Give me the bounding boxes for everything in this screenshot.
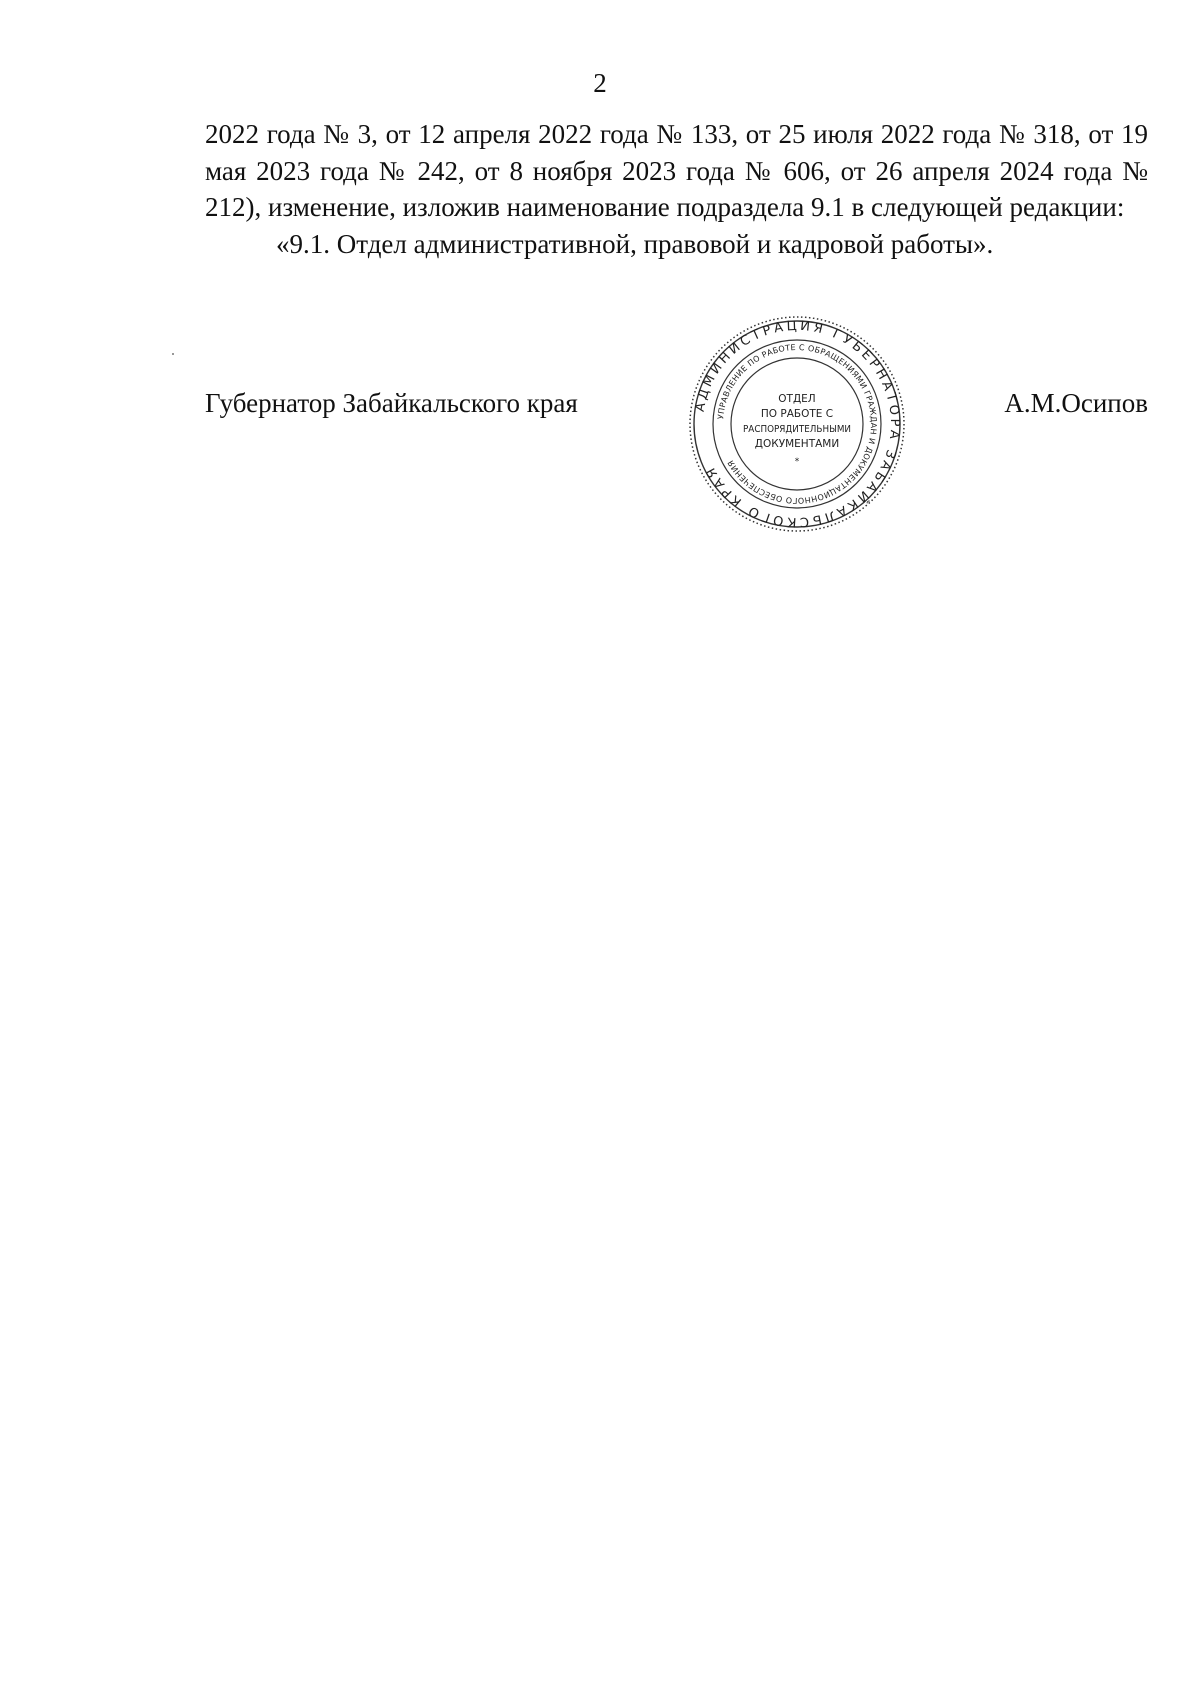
seal-outer-text: АДМИНИСТРАЦИЯ ГУБЕРНАТОРА ЗАБАЙКАЛЬСКОГО КРАЯ	[692, 318, 903, 530]
page-number: 2	[593, 68, 607, 98]
quoted-subsection-title: «9.1. Отдел административной, правовой и кадровой работы».	[276, 228, 994, 259]
seal-center-line-3: РАСПОРЯДИТЕЛЬНЫМИ	[743, 424, 851, 435]
seal-center-line-1: ОТДЕЛ	[778, 393, 816, 405]
signature-block	[205, 385, 1148, 421]
official-seal-stamp	[687, 314, 907, 534]
signatory-position: Губернатор Забайкальского края	[205, 388, 578, 418]
seal-center-line-4: ДОКУМЕНТАМИ	[754, 438, 840, 450]
document-body	[205, 116, 1148, 262]
seal-inner-text: УПРАВЛЕНИЕ ПО РАБОТЕ С ОБРАЩЕНИЯМИ ГРАЖДАН И ДОКУМЕНТАЦИОННОГО ОБЕСПЕЧЕНИЯ	[716, 342, 879, 506]
amendment-paragraph: 2022 года № 3, от 12 апреля 2022 года № 133, от 25 июля 2022 года № 318, от 19 мая 2023 года № 242, от 8 ноября 2023 года № 606, от 26 апреля 2024 года № 212), изменение, изложив наименование подраздела 9.1 в следующей редакции:	[205, 119, 1148, 222]
seal-center-line-2: ПО РАБОТЕ С	[760, 408, 834, 420]
seal-star-icon: *	[794, 457, 800, 467]
signatory-name: А.М.Осипов	[1004, 388, 1148, 418]
scan-artifact-dot	[172, 353, 174, 355]
seal-graphic	[687, 314, 907, 534]
